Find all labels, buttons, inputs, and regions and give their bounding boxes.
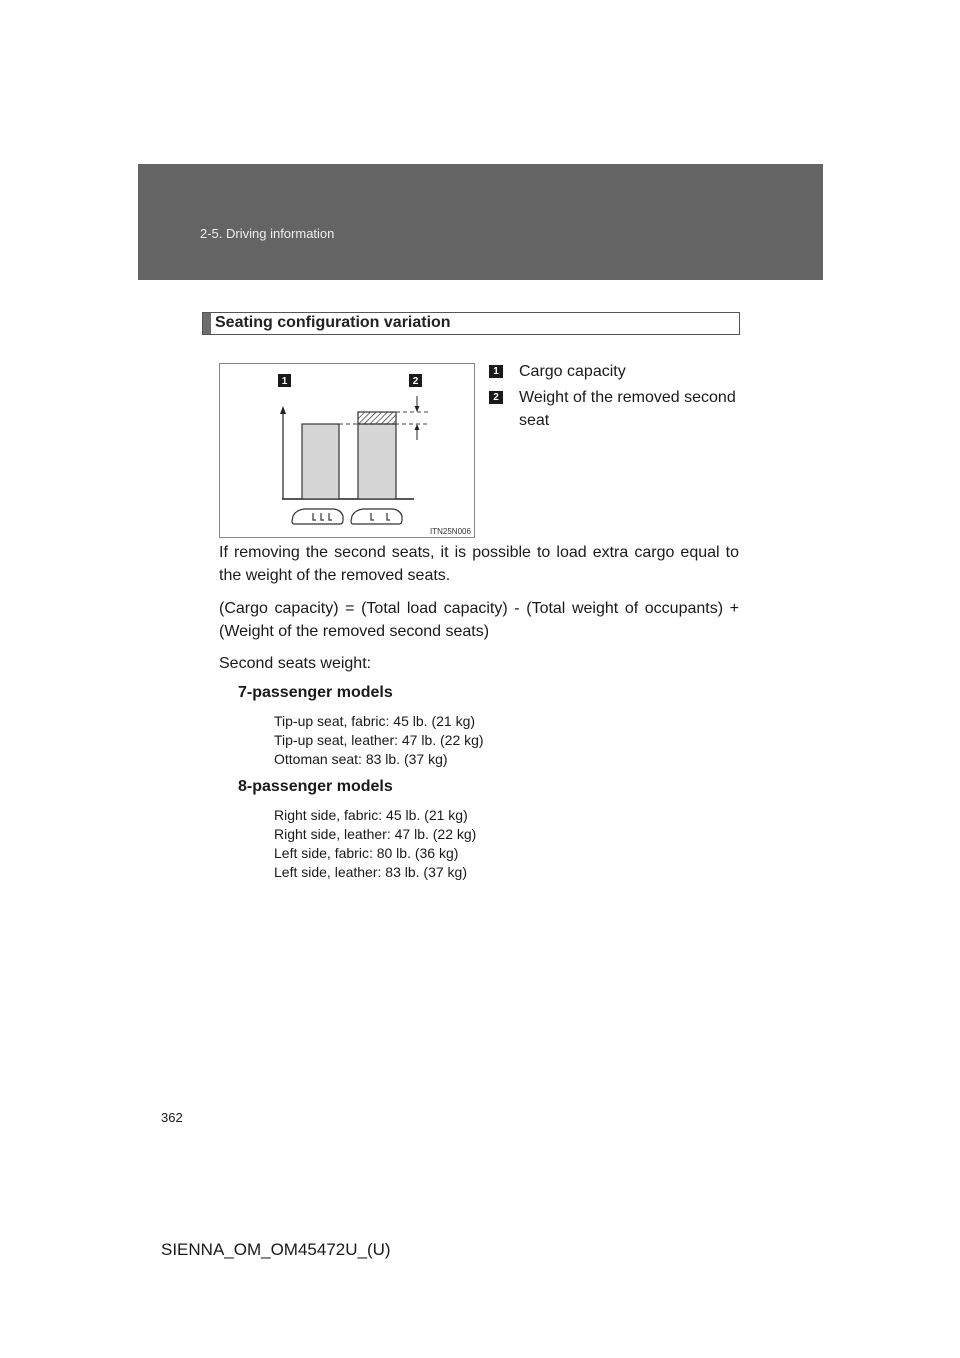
badge-1-text: 1 bbox=[281, 376, 288, 387]
badge-2-text: 2 bbox=[412, 376, 419, 387]
bar-extra-capacity bbox=[358, 424, 396, 499]
paragraph-seats-weight: Second seats weight: bbox=[219, 655, 372, 672]
header-band bbox=[138, 164, 823, 280]
van-with-seats-icon bbox=[292, 509, 343, 524]
spec-list-8-passenger bbox=[274, 806, 476, 882]
document-code: SIENNA_OM_OM45472U_(U) bbox=[161, 1240, 391, 1259]
cargo-diagram bbox=[220, 364, 476, 539]
paragraph-formula: (Cargo capacity) = (Total load capacity) - (Total weight of occupants) + (Weight of the removed second seats) bbox=[219, 600, 739, 640]
dim-arrow-top-head-icon bbox=[415, 406, 420, 412]
paragraph-extra-cargo: If removing the second seats, it is possible to load extra cargo equal to the weight of the removed seats. bbox=[219, 544, 739, 584]
legend-item bbox=[489, 360, 749, 383]
spec-item: Right side, leather: 47 lb. (22 kg) bbox=[274, 826, 477, 842]
figure-legend bbox=[489, 360, 749, 435]
page-number: 362 bbox=[161, 1110, 183, 1125]
dim-arrow-bottom-head-icon bbox=[415, 424, 420, 430]
spec-item: Left side, leather: 83 lb. (37 kg) bbox=[274, 864, 467, 880]
legend-badge: 1 bbox=[489, 365, 503, 378]
model-heading-8-passenger: 8-passenger models bbox=[238, 778, 393, 795]
spec-list-7-passenger bbox=[274, 712, 484, 769]
legend-badge: 2 bbox=[489, 391, 503, 404]
section-title: Seating configuration variation bbox=[215, 314, 451, 331]
legend-text: Weight of the removed second seat bbox=[519, 389, 736, 429]
spec-item: Ottoman seat: 83 lb. (37 kg) bbox=[274, 751, 448, 767]
spec-item: Right side, fabric: 45 lb. (21 kg) bbox=[274, 807, 468, 823]
section-label: 2-5. Driving information bbox=[200, 226, 335, 241]
section-title-bar bbox=[202, 312, 740, 335]
bar-removed-seat-weight bbox=[358, 412, 396, 424]
model-heading-7-passenger: 7-passenger models bbox=[238, 684, 393, 701]
arrow-head-icon bbox=[280, 406, 286, 414]
title-accent bbox=[203, 313, 211, 334]
legend-item bbox=[489, 386, 749, 432]
spec-item: Tip-up seat, leather: 47 lb. (22 kg) bbox=[274, 732, 484, 748]
cargo-capacity-figure bbox=[219, 363, 475, 538]
spec-item: Tip-up seat, fabric: 45 lb. (21 kg) bbox=[274, 713, 476, 729]
figure-code: ITN25N006 bbox=[430, 527, 471, 536]
van-seats-removed-icon bbox=[351, 509, 402, 524]
legend-text: Cargo capacity bbox=[519, 363, 626, 380]
spec-item: Left side, fabric: 80 lb. (36 kg) bbox=[274, 845, 459, 861]
bar-original-capacity bbox=[302, 424, 339, 499]
